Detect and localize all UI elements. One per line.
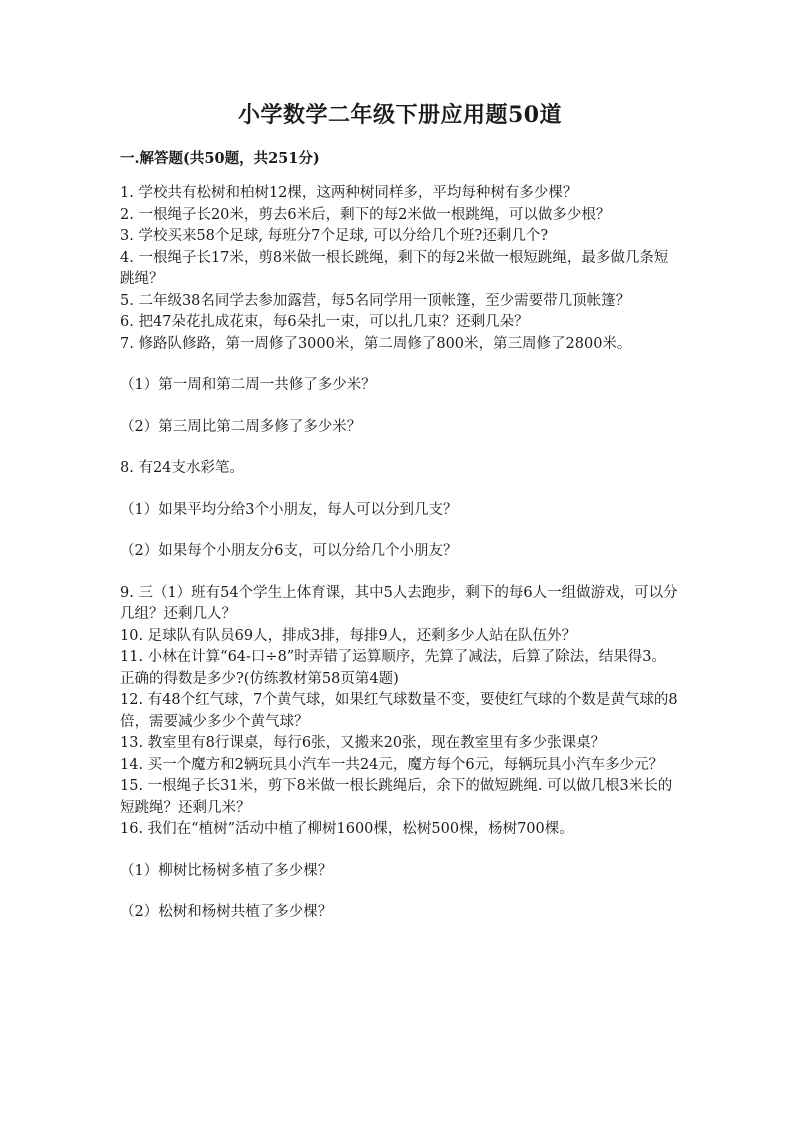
- question-7: 7. 修路队修路，第一周修了3000米，第二周修了800米，第三周修了2800米。: [120, 335, 632, 352]
- question-8-part-1: （1）如果平均分给3个小朋友，每人可以分到几支？: [120, 501, 458, 518]
- question-1: 1. 学校共有松树和柏树12棵，这两种树同样多，平均每种树有多少棵？: [120, 185, 578, 201]
- question-11: 11. 小林在计算“64-口÷8”时弄错了运算顺序，先算了减法，后算了除法，结果得3。正确的得数是多少?(仿练教材第58页第4题): [120, 649, 666, 687]
- question-4: 4. 一根绳子长17米，剪8米做一根长跳绳，剩下的每2米做一根短跳绳，最多做几条短跳绳？: [120, 249, 669, 287]
- question-9: 9. 三（1）班有54个学生上体育课，其中5人去跑步，剩下的每6人一组做游戏，可以分几组？还剩几人？: [120, 584, 678, 622]
- question-16-part-2: （2）松树和杨树共植了多少棵？: [120, 904, 333, 920]
- question-14: 14. 买一个魔方和2辆玩具小汽车一共24元，魔方每个6元，每辆玩具小汽车多少元？: [120, 756, 664, 773]
- question-2: 2. 一根绳子长20米，剪去6米后，剩下的每2米做一根跳绳，可以做多少根？: [120, 206, 611, 223]
- question-7-part-1: （1）第一周和第二周一共修了多少米？: [120, 377, 376, 393]
- document-title: 小学数学二年级下册应用题50道: [237, 102, 563, 128]
- question-12: 12. 有48个红气球，7个黄气球，如果红气球数量不变，要使红气球的个数是黄气球的8倍，需要减少多少个黄气球？: [120, 692, 678, 730]
- question-10: 10. 足球队有队员69人，排成3排，每排9人，还剩多少人站在队伍外？: [120, 627, 577, 644]
- question-8: 8. 有24支水彩笔。: [120, 460, 244, 476]
- question-8-part-2: （2）如果每个小朋友分6支，可以分给几个小朋友？: [120, 543, 458, 559]
- question-6: 6. 把47朵花扎成花束，每6朵扎一束，可以扎几束？还剩几朵？: [120, 314, 529, 330]
- question-15: 15. 一根绳子长31米，剪下8米做一根长跳绳后，余下的做短跳绳. 可以做几根3米长的短跳绳？还剩几米？: [120, 778, 673, 816]
- question-16-part-1: （1）柳树比杨树多植了多少棵？: [120, 862, 333, 879]
- question-16: 16. 我们在“植树”活动中植了柳树1600棵，松树500棵，杨树700棵。: [120, 821, 574, 837]
- question-7-part-2: （2）第三周比第二周多修了多少米？: [120, 418, 362, 435]
- question-3: 3. 学校买来58个足球, 每班分7个足球, 可以分给几个班?还剩几个?: [120, 228, 549, 244]
- section-heading: 一.解答题(共50题，共251分): [120, 150, 320, 167]
- question-13: 13. 教室里有8行课桌，每行6张，又搬来20张，现在教室里有多少张课桌？: [120, 735, 606, 751]
- question-5: 5. 二年级38名同学去参加露营，每5名同学用一顶帐篷，至少需要带几顶帐篷？: [120, 292, 631, 309]
- question-list: [120, 183, 680, 924]
